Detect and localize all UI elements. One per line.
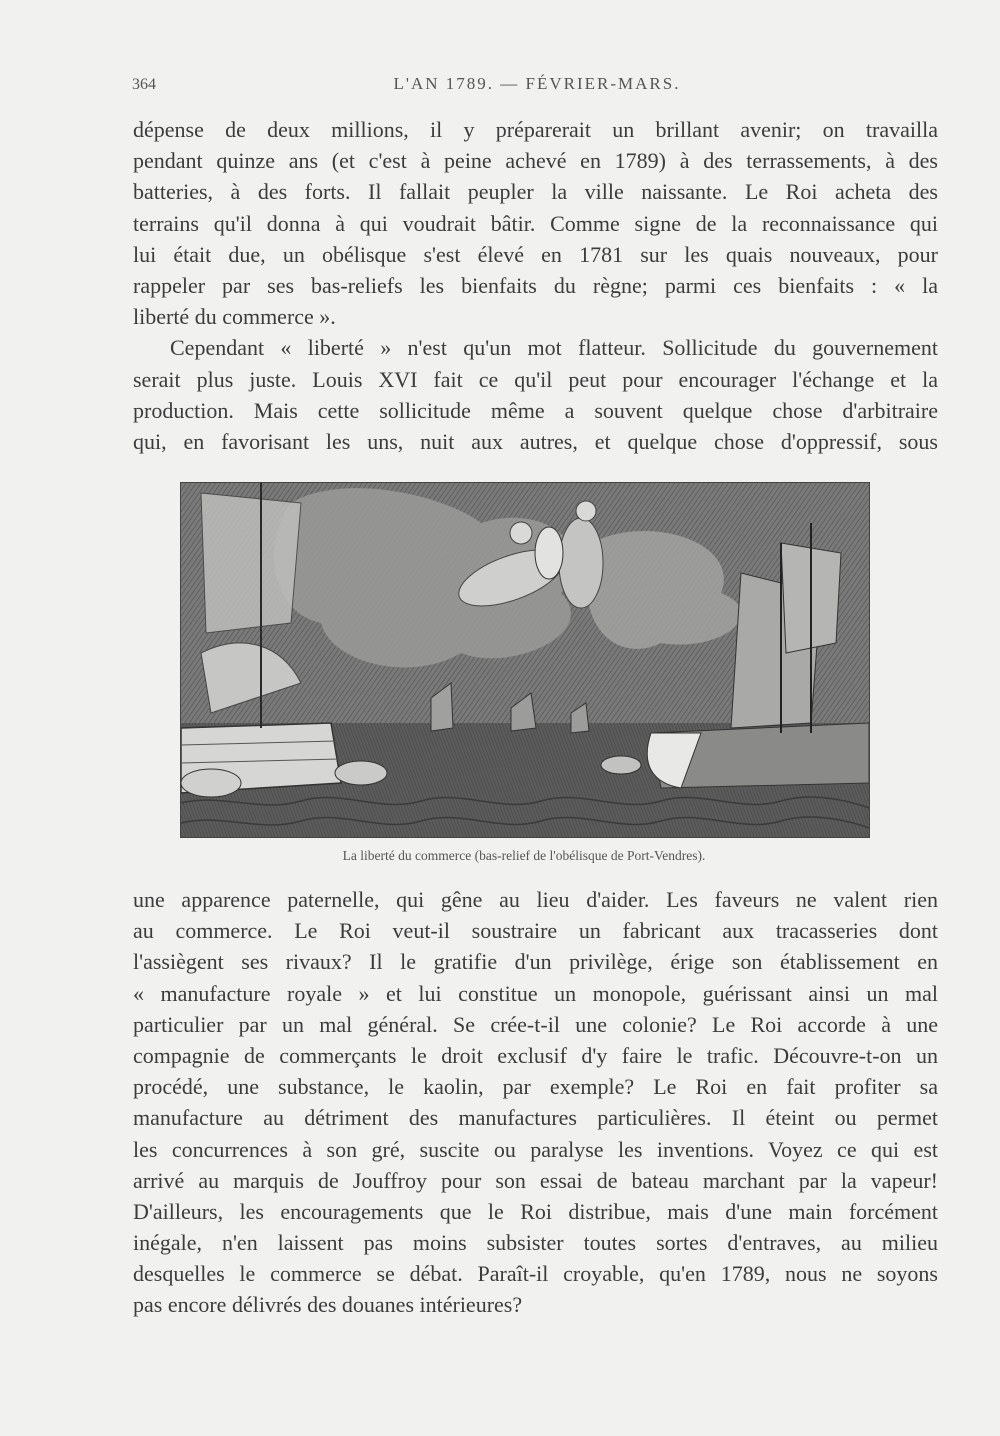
text-line: terrains qu'il donna à qui voudrait bâtir. Comme signe de la reconnaissance qui bbox=[133, 210, 938, 236]
text-line: compagnie de commerçants le droit exclusif d'y faire le trafic. Découvre-t-on un bbox=[133, 1042, 938, 1068]
text-line: pendant quinze ans (et c'est à peine achevé en 1789) à des terrassements, à des bbox=[133, 148, 938, 174]
rock-shape bbox=[601, 756, 641, 774]
text-line: serait plus juste. Louis XVI fait ce qu'il peut pour encourager l'échange et la bbox=[133, 366, 938, 392]
text-line: batteries, à des forts. Il fallait peupler la ville naissante. Le Roi acheta des bbox=[133, 179, 938, 205]
text-line: liberté du commerce ». bbox=[133, 304, 336, 330]
text-line: dépense de deux millions, il y préparerait un brillant avenir; on travailla bbox=[133, 117, 938, 142]
page-header bbox=[132, 72, 942, 102]
text-line: production. Mais cette sollicitude même a souvent quelque chose d'arbitraire bbox=[133, 397, 938, 423]
running-title: L'AN 1789. — FÉVRIER-MARS. bbox=[393, 74, 681, 93]
text-line: procédé, une substance, le kaolin, par exemple? Le Roi en fait profiter sa bbox=[133, 1074, 938, 1100]
text-line: arrivé au marquis de Jouffroy pour son essai de bateau marchant par la vapeur! bbox=[133, 1167, 938, 1193]
page-number: 364 bbox=[132, 76, 156, 93]
engraving-artwork bbox=[181, 483, 869, 837]
body-text-bottom bbox=[133, 884, 938, 1321]
text-line: lui était due, un obélisque s'est élevé en 1781 sur les quais nouveaux, pour bbox=[133, 241, 938, 267]
sail-left bbox=[201, 493, 301, 633]
text-line: l'assiègent ses rivaux? Il le gratifie d'un privilège, érige son établissement en bbox=[133, 949, 938, 975]
text-line: manufacture au détriment des manufactures particulières. Il éteint ou permet bbox=[133, 1105, 938, 1131]
text-line: une apparence paternelle, qui gêne au lieu d'aider. Les faveurs ne valent rien bbox=[133, 887, 938, 912]
text-line: D'ailleurs, les encouragements que le Roi distribue, mais d'une main forcément bbox=[133, 1198, 938, 1224]
rock-shape bbox=[335, 761, 387, 785]
text-line: particulier par un mal général. Se crée-t-il une colonie? Le Roi accorde à une bbox=[133, 1011, 938, 1037]
text-line: au commerce. Le Roi veut-il soustraire un fabricant aux tracasseries dont bbox=[133, 918, 938, 944]
text-line: Cependant « liberté » n'est qu'un mot flatteur. Sollicitude du gouvernement bbox=[170, 335, 938, 361]
text-line: pas encore délivrés des douanes intérieures? bbox=[133, 1292, 523, 1318]
rock-shape bbox=[181, 769, 241, 797]
text-line: « manufacture royale » et lui constitue un monopole, guérissant ainsi un mal bbox=[133, 980, 938, 1006]
figure-mercury bbox=[559, 518, 603, 608]
engraving-illustration bbox=[180, 482, 870, 838]
text-line: qui, en favorisant les uns, nuit aux autres, et quelque chose d'oppressif, sous bbox=[133, 428, 938, 454]
text-line: inégale, n'en laissent pas moins subsister toutes sortes d'entraves, au milieu bbox=[133, 1230, 938, 1256]
body-text-top bbox=[133, 114, 938, 457]
shield-shape bbox=[535, 527, 563, 579]
figure-caption: La liberté du commerce (bas-relief de l'obélisque de Port-Vendres). bbox=[342, 848, 706, 863]
text-line: rappeler par ses bas-reliefs les bienfaits du règne; parmi ces bienfaits : « la bbox=[133, 272, 938, 298]
text-line: desquelles le commerce se débat. Paraît-il croyable, qu'en 1789, nous ne soyons bbox=[133, 1261, 938, 1287]
text-line: les concurrences à son gré, suscite ou paralyse les inventions. Voyez ce qui est bbox=[133, 1136, 938, 1162]
